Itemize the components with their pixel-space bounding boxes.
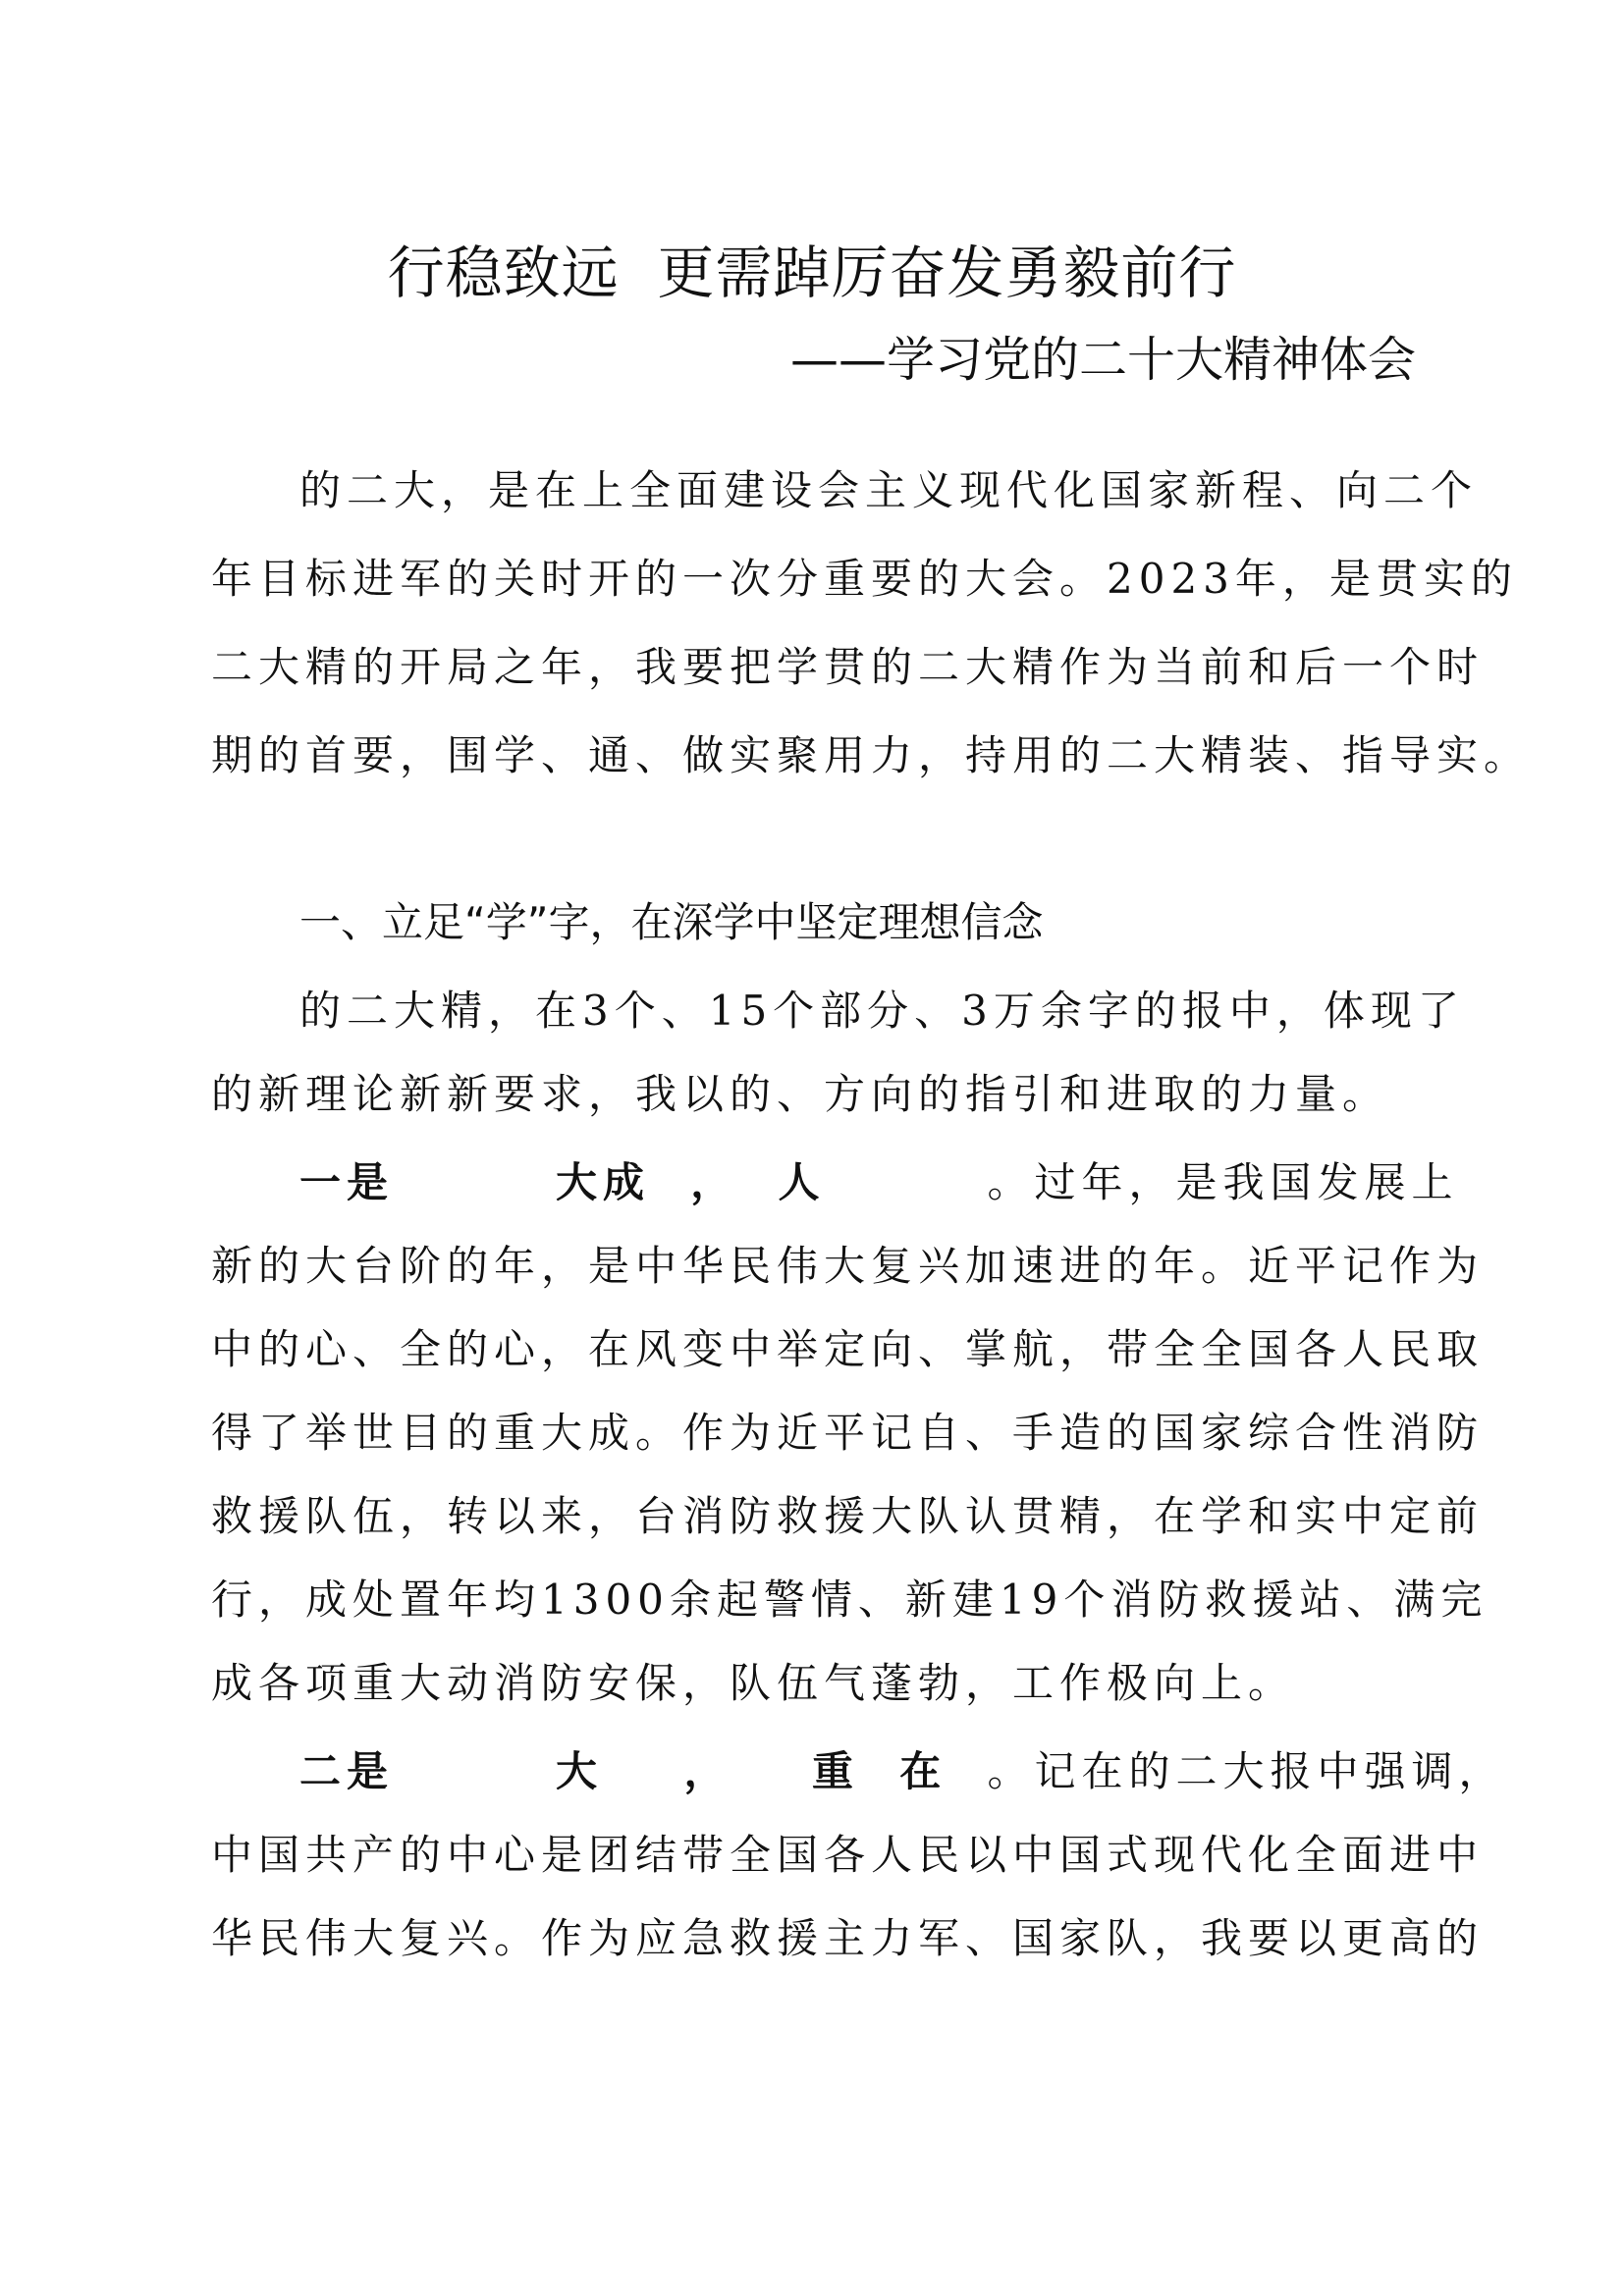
point1-lead <box>299 1153 1459 1212</box>
intro-line: 的二大，是在上全面建设会主义现代化国家新程、向二个 <box>299 466 1479 514</box>
point2-lead-rest: 。记在的二大报中强调， <box>987 1747 1506 1795</box>
intro-line: 年目标进军的关时开的一次分重要的大会。2023年，是贯实的 <box>211 555 1518 603</box>
point2-lead-bold: 二是 大 ， 重 在 <box>299 1747 988 1795</box>
intro-line: 二大精的开局之年，我要把学贯的二大精作为当前和后一个时 <box>211 643 1485 691</box>
point1-lead-rest: 。过年，是我国发展上 <box>987 1158 1459 1206</box>
point1-line: 行，成处置年均1300余起警情、新建19个消防救援站、满完 <box>211 1575 1489 1624</box>
point2-line: 中国共产的中心是团结带全国各人民以中国式现代化全面进中 <box>211 1831 1485 1879</box>
point2-line: 华民伟大复兴。作为应急救援主力军、国家队，我要以更高的 <box>211 1914 1485 1962</box>
intro-line: 期的首要，围学、通、做实聚用力，持用的二大精装、指导实。 <box>211 731 1532 779</box>
point2-lead <box>299 1742 1506 1801</box>
point1-line: 中的心、全的心，在风变中举定向、掌航，带全全国各人民取 <box>211 1325 1485 1373</box>
point1-line: 得了举世目的重大成。作为近平记自、手造的国家综合性消防 <box>211 1409 1485 1457</box>
point1-line: 成各项重大动消防安保，队伍气蓬勃，工作极向上。 <box>211 1659 1296 1707</box>
point1-lead-bold: 一是 大成 ， 人 <box>299 1158 988 1206</box>
point1-line: 新的大台阶的年，是中华民伟大复兴加速进的年。近平记作为 <box>211 1242 1485 1290</box>
section1-line: 的新理论新新要求，我以的、方向的指引和进取的力量。 <box>211 1070 1390 1118</box>
document-title: 行稳致远 更需踔厉奋发勇毅前行 <box>387 240 1237 306</box>
document-subtitle: ——学习党的二十大精神体会 <box>789 332 1416 388</box>
section1-line: 的二大精，在3个、15个部分、3万余字的报中，体现了 <box>299 987 1465 1035</box>
point1-line: 救援队伍，转以来，台消防救援大队认贯精，在学和实中定前 <box>211 1492 1485 1540</box>
section-heading: 一、立足“学”字，在深学中坚定理想信念 <box>299 898 1044 946</box>
